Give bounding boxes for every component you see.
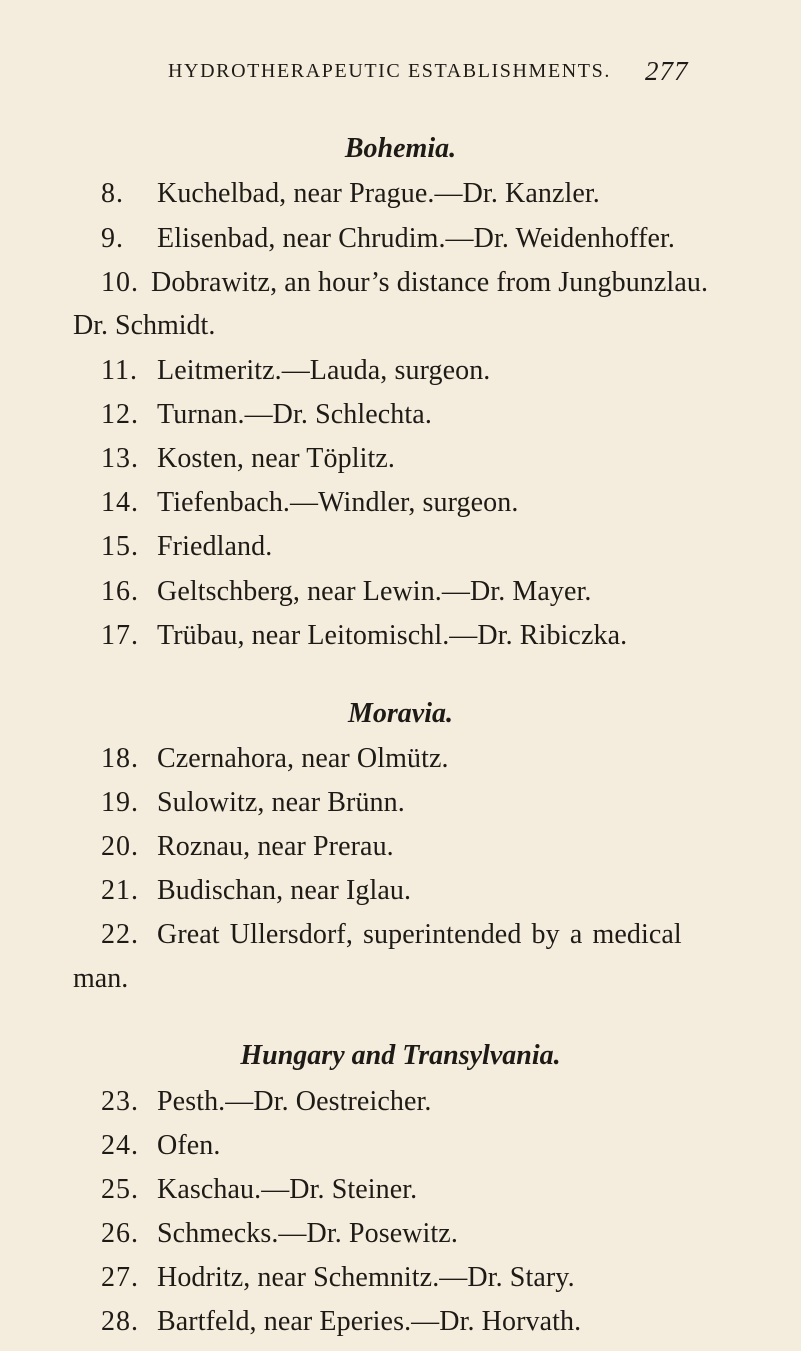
entry-number: 24. (101, 1130, 139, 1161)
entry-number: 11. (101, 355, 138, 386)
entry-number: 28. (101, 1306, 139, 1337)
list-item (101, 1306, 581, 1338)
entry-continuation: man. (73, 963, 129, 994)
entry-text: Trübau, near Leitomischl.—Dr. Ribiczka. (157, 620, 628, 651)
entry-text: Czernahora, near Olmütz. (157, 743, 449, 774)
entry-number: 21. (101, 875, 139, 906)
entry-text: Hodritz, near Schemnitz.—Dr. Stary. (157, 1262, 575, 1293)
running-head (0, 58, 801, 92)
entry-text: Leitmeritz.—Lauda, surgeon. (157, 355, 491, 386)
running-title: HYDROTHERAPEUTIC ESTABLISHMENTS. (168, 60, 611, 82)
list-item (101, 1174, 417, 1206)
section-heading-bohemia: Bohemia. (344, 133, 457, 164)
entry-number: 19. (101, 787, 139, 818)
list-item (101, 743, 449, 775)
entry-number: 8. (101, 178, 124, 209)
section-heading-hungary-and-transylvania: Hungary and Transylvania. (240, 1040, 561, 1071)
entry-text: Budischan, near Iglau. (157, 875, 412, 906)
list-item (101, 443, 395, 475)
list-item (101, 831, 394, 863)
entry-text: Kosten, near Töplitz. (157, 443, 395, 474)
entry-number: 25. (101, 1174, 139, 1205)
entry-number: 15. (101, 531, 139, 562)
entry-number: 18. (101, 743, 139, 774)
entry-number: 9. (101, 223, 124, 254)
list-item (101, 919, 682, 951)
entry-text: Pesth.—Dr. Oestreicher. (157, 1086, 432, 1117)
entry-text: Bartfeld, near Eperies.—Dr. Horvath. (157, 1306, 582, 1337)
entry-number: 12. (101, 399, 139, 430)
list-item (101, 787, 405, 819)
entry-text: Geltschberg, near Lewin.—Dr. Mayer. (157, 576, 592, 607)
entry-text: Sulowitz, near Brünn. (157, 787, 405, 818)
entry-text: Turnan.—Dr. Schlechta. (157, 399, 432, 430)
list-item (101, 223, 675, 255)
list-item (101, 576, 592, 608)
entry-number: 23. (101, 1086, 139, 1117)
entry-text: Tiefenbach.—Windler, surgeon. (157, 487, 519, 518)
entry-number: 27. (101, 1262, 139, 1293)
list-item (101, 875, 411, 907)
entry-number: 17. (101, 620, 139, 651)
entry-number: 14. (101, 487, 139, 518)
list-item (101, 355, 490, 387)
list-item (101, 1262, 575, 1294)
entry-number: 10. (101, 267, 139, 298)
list-item (101, 178, 600, 210)
entry-text: Friedland. (157, 531, 273, 562)
entry-text: Roznau, near Prerau. (157, 831, 394, 862)
list-item (101, 620, 627, 652)
entry-text: Ofen. (157, 1130, 221, 1161)
entry-text: Kaschau.—Dr. Steiner. (157, 1174, 418, 1205)
entry-number: 20. (101, 831, 139, 862)
entry-number: 13. (101, 443, 139, 474)
entry-text: Great Ullersdorf, superintended by a medical (157, 919, 682, 950)
list-item (101, 1130, 220, 1162)
list-item (101, 531, 272, 563)
entry-number: 26. (101, 1218, 139, 1249)
section-heading-moravia: Moravia. (348, 698, 453, 729)
entry-text: Dobrawitz, an hour’s distance from Jungbunzlau. (151, 267, 709, 298)
entry-text: Elisenbad, near Chrudim.—Dr. Weidenhoffer. (157, 223, 676, 254)
entry-number: 22. (101, 919, 139, 950)
entry-continuation: Dr. Schmidt. (73, 310, 216, 341)
list-item (101, 267, 708, 299)
list-item (101, 487, 518, 519)
entry-text: Kuchelbad, near Prague.—Dr. Kanzler. (157, 178, 600, 209)
list-item (101, 1218, 458, 1250)
entry-number: 16. (101, 576, 139, 607)
list-item (101, 1086, 431, 1118)
list-item (101, 399, 432, 431)
entry-text: Schmecks.—Dr. Posewitz. (157, 1218, 458, 1249)
page-number: 277 (645, 56, 689, 86)
